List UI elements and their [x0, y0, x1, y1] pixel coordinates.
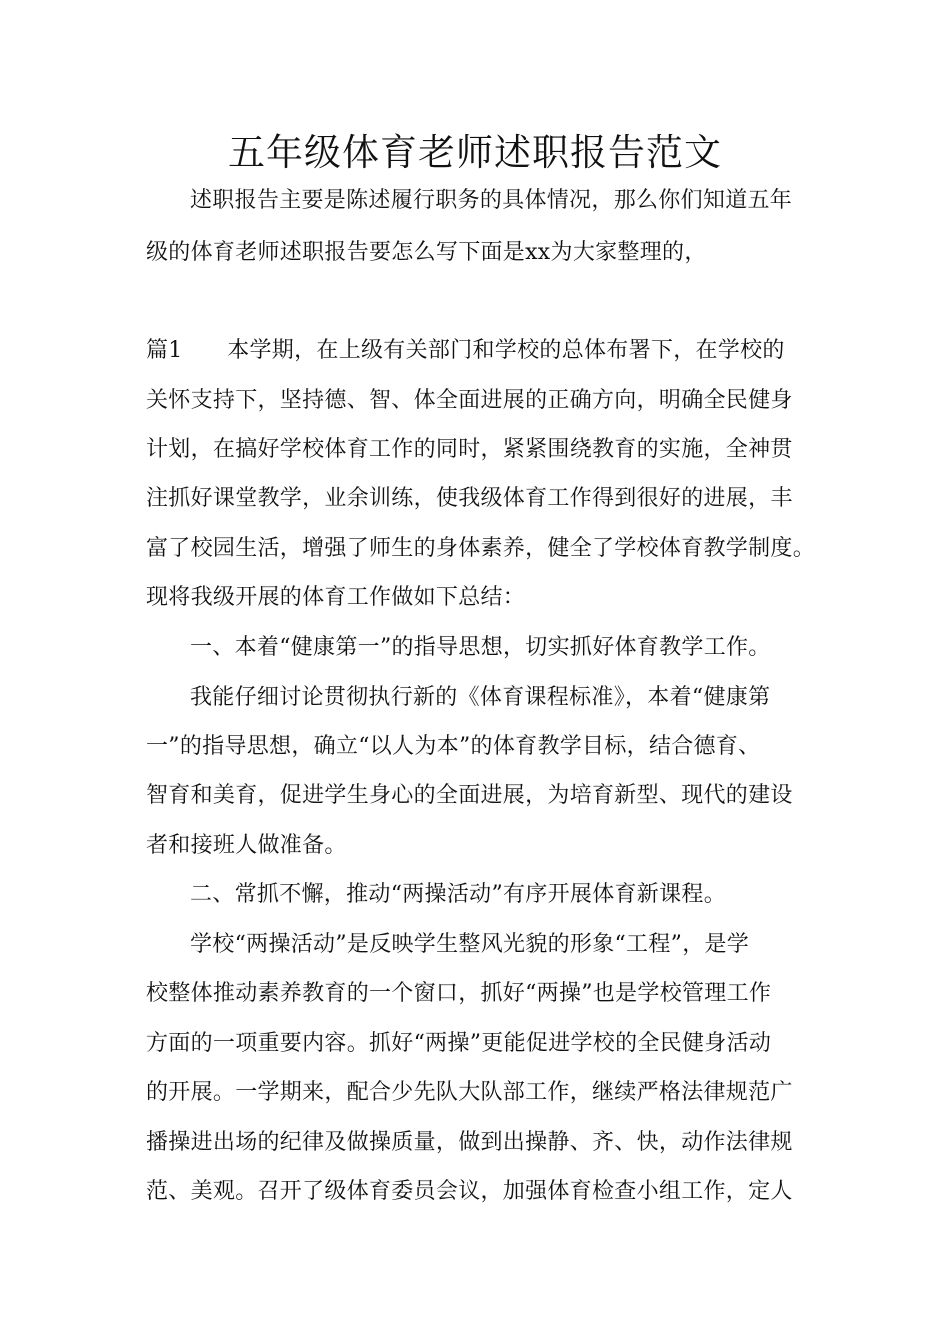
paragraph-line: 注抓好课堂教学，业余训练，使我级体育工作得到很好的进展，丰	[146, 486, 793, 511]
paragraph-line: 播操进出场的纪律及做操质量，做到出操静、齐、快，动作法律规	[146, 1130, 793, 1155]
paragraph-line: 一”的指导思想，确立“以人为本”的体育教学目标，结合德育、	[146, 734, 761, 759]
paragraph-line: 的开展。一学期来，配合少先队大队部工作，继续严格法律规范广	[146, 1080, 793, 1105]
paragraph-line: 校整体推动素养教育的一个窗口，抓好“两操”也是学校管理工作	[146, 981, 772, 1006]
paragraph-line: 学校“两操活动”是反映学生整风光貌的形象“工程”，是学	[190, 932, 750, 957]
paragraph-line: 范、美观。召开了级体育委员会议，加强体育检查小组工作，定人	[146, 1179, 793, 1204]
document-title: 五年级体育老师述职报告范文	[228, 131, 722, 174]
paragraph-line: 计划，在搞好学校体育工作的同时，紧紧围绕教育的实施，全神贯	[146, 437, 793, 462]
paragraph-line: 方面的一项重要内容。抓好“两操”更能促进学校的全民健身活动	[146, 1031, 772, 1056]
paragraph-line: 现将我级开展的体育工作做如下总结：	[146, 585, 526, 610]
paragraph-line: 述职报告主要是陈述履行职务的具体情况，那么你们知道五年	[190, 188, 793, 213]
paragraph-line: 富了校园生活，增强了师生的身体素养，健全了学校体育教学制度。	[146, 536, 816, 561]
paragraph-line: 者和接班人做准备。	[146, 833, 347, 858]
paragraph-line: 篇1 本学期，在上级有关部门和学校的总体布署下，在学校的	[146, 338, 785, 363]
paragraph-line: 智育和美育，促进学生身心的全面进展，为培育新型、现代的建设	[146, 783, 793, 808]
paragraph-line: 我能仔细讨论贯彻执行新的《体育课程标准》，本着“健康第	[190, 685, 771, 710]
section-heading: 二、常抓不懈，推动“两操活动”有序开展体育新课程。	[190, 882, 726, 907]
section-heading: 一、本着“健康第一”的指导思想，切实抓好体育教学工作。	[190, 635, 771, 660]
paragraph-line: 级的体育老师述职报告要怎么写下面是xx为大家整理的，	[146, 240, 707, 265]
paragraph-line: 关怀支持下，坚持德、智、体全面进展的正确方向，明确全民健身	[146, 388, 793, 413]
